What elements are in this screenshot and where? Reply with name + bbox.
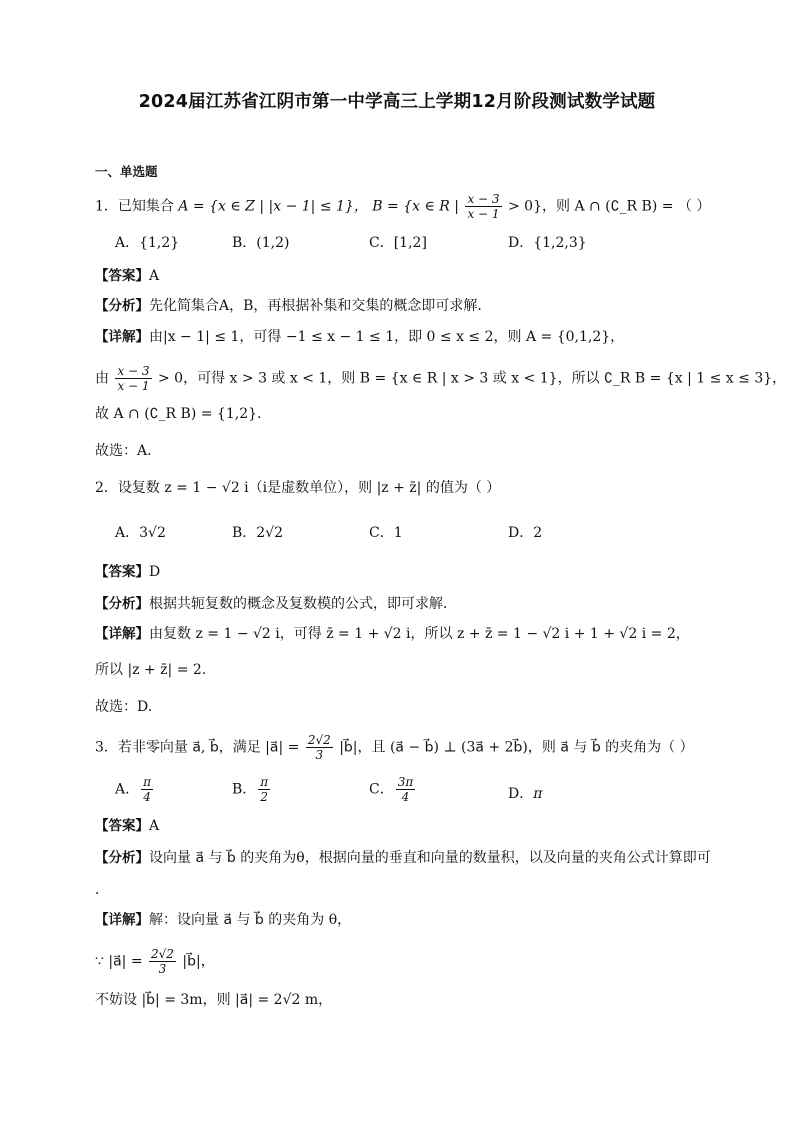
- q1-answer-value: A: [149, 268, 160, 284]
- q2-choice: 故选：D.: [95, 699, 153, 715]
- analysis-tag: 【分析】: [95, 850, 149, 866]
- q3-option-b: [232, 775, 272, 804]
- q3-option-c: [369, 775, 417, 804]
- q2-answer: [95, 562, 160, 582]
- q2-options: [115, 522, 755, 546]
- q3-detail-2-lead: ∵ |a⃗| =: [95, 953, 143, 970]
- answer-tag: 【答案】: [95, 564, 149, 580]
- q3-stem-lead: 3．若非零向量 a⃗, b⃗，满足 |a⃗| =: [95, 739, 300, 756]
- q1-detail-fraction: [115, 364, 151, 393]
- q3-option-a-frac: [141, 775, 153, 804]
- q3-analysis-tail: .: [95, 882, 100, 898]
- q1-set-b-lead: B = {x ∈ R |: [372, 198, 459, 215]
- q3-detail-1-text: 解：设向量 a⃗ 与 b⃗ 的夹角为 θ，: [149, 912, 352, 928]
- q3-option-b-label: B．: [232, 781, 257, 798]
- analysis-tag: 【分析】: [95, 596, 149, 612]
- q3-option-c-num: 3π: [397, 775, 414, 789]
- q1-detail-frac-den: x − 1: [117, 379, 150, 393]
- q3-analysis: [95, 848, 711, 868]
- q3-option-a-den: 4: [143, 790, 151, 804]
- q1-frac-den: x − 1: [467, 207, 500, 221]
- document-title: 2024届江苏省江阴市第一中学高三上学期12月阶段测试数学试题: [138, 92, 656, 112]
- q3-detail-frac-den: 3: [158, 962, 167, 976]
- q3-answer-value: A: [149, 818, 160, 834]
- q1-fraction: [465, 192, 501, 221]
- q1-stem-text: 1．已知集合: [95, 198, 174, 215]
- q1-detail-2-lead: 由: [95, 370, 109, 387]
- q3-option-c-den: 4: [401, 790, 410, 804]
- q3-stem: [95, 733, 694, 762]
- q3-analysis-text: 设向量 a⃗ 与 b⃗ 的夹角为θ，根据向量的垂直和向量的数量积，以及向量的夹角公式计算即可: [149, 850, 711, 866]
- q3-fraction: [306, 733, 333, 762]
- detail-tag: 【详解】: [95, 912, 149, 928]
- q3-answer: [95, 816, 159, 836]
- q2-analysis-text: 根据共轭复数的概念及复数模的公式，即可求解．: [149, 596, 457, 612]
- q3-option-d: [508, 783, 542, 803]
- q2-detail-1: [95, 624, 690, 644]
- q1-answer: [95, 266, 159, 286]
- q3-option-d-label: D．: [508, 786, 534, 802]
- q1-frac-num: x − 3: [467, 192, 500, 206]
- q2-option-a: A．3√2: [115, 525, 166, 541]
- q1-set-a: A = {x ∈ Z | |x − 1| ≤ 1}，: [178, 198, 368, 215]
- q1-option-c: C．[1,2]: [369, 235, 427, 251]
- q1-analysis-text: 先化简集合A，B，再根据补集和交集的概念即可求解．: [149, 298, 492, 314]
- q3-option-c-frac: [396, 775, 416, 804]
- q2-analysis: [95, 594, 457, 614]
- q3-option-b-den: 2: [260, 790, 269, 804]
- section-heading: 一、单选题: [95, 164, 158, 179]
- q1-stem: [95, 192, 710, 221]
- q1-options: [115, 232, 755, 256]
- q3-option-a: [115, 775, 155, 804]
- q3-detail-fraction: [149, 947, 176, 976]
- q1-detail-2-tail: > 0，可得 x > 3 或 x < 1，则 B = {x ∈ R | x > 3 或 x < 1}，所以 ∁_R B = {x | 1 ≤ x ≤ 3}，: [158, 370, 787, 387]
- q3-option-a-num: π: [143, 775, 152, 789]
- analysis-tag: 【分析】: [95, 298, 149, 314]
- q3-detail-2: [95, 947, 215, 976]
- q1-option-b: B．(1,2): [232, 235, 290, 251]
- q1-detail-1-text: 由|x − 1| ≤ 1，可得 −1 ≤ x − 1 ≤ 1，即 0 ≤ x ≤ 2，则 A = {0,1,2}，: [149, 329, 625, 345]
- q3-frac-num: 2√2: [307, 733, 331, 747]
- detail-tag: 【详解】: [95, 329, 149, 345]
- q3-option-d-value: π: [533, 786, 543, 802]
- q2-answer-value: D: [149, 564, 161, 580]
- q2-option-d: D．2: [508, 525, 543, 541]
- q1-detail-frac-num: x − 3: [117, 364, 150, 378]
- q2-detail-2: 所以 |z + z̄| = 2.: [95, 662, 207, 678]
- q1-choice: 故选：A.: [95, 443, 152, 459]
- q1-option-d: D．{1,2,3}: [508, 235, 587, 251]
- q2-option-c: C．1: [369, 525, 403, 541]
- q3-frac-den: 3: [315, 748, 324, 762]
- q3-option-b-num: π: [260, 775, 269, 789]
- q3-detail-2-tail: |b⃗|，: [182, 953, 215, 970]
- q1-detail-3: 故 A ∩ (∁_R B) = {1,2}.: [95, 406, 262, 422]
- answer-tag: 【答案】: [95, 818, 149, 834]
- q3-detail-3: 不妨设 |b⃗| = 3m，则 |a⃗| = 2√2 m，: [95, 992, 333, 1008]
- q3-detail-frac-num: 2√2: [151, 947, 174, 961]
- q3-option-a-label: A．: [115, 781, 140, 798]
- q1-analysis: [95, 296, 491, 316]
- q2-option-b: B．2√2: [232, 525, 284, 541]
- q3-stem-tail: |b⃗|，且 (a⃗ − b⃗) ⊥ (3a⃗ + 2b⃗)，则 a⃗ 与 b⃗ 的夹角为（ ）: [339, 739, 694, 756]
- q3-detail-1: [95, 910, 351, 930]
- q1-detail-2: [95, 364, 786, 393]
- q1-detail-1: [95, 327, 624, 347]
- answer-tag: 【答案】: [95, 268, 149, 284]
- q2-detail-1-text: 由复数 z = 1 − √2 i，可得 z̄ = 1 + √2 i，所以 z + z̄ = 1 − √2 i + 1 + √2 i = 2，: [149, 626, 690, 642]
- q1-set-b-tail: > 0}，则 A ∩ (∁_R B) = （ ）: [508, 198, 711, 215]
- q2-stem: 2．设复数 z = 1 − √2 i（i是虚数单位），则 |z + z̄| 的值为（ ）: [95, 480, 501, 496]
- q1-option-a: A．{1,2}: [115, 235, 180, 251]
- q3-option-c-label: C．: [369, 781, 394, 798]
- q3-options: [115, 775, 755, 809]
- detail-tag: 【详解】: [95, 626, 149, 642]
- q3-option-b-frac: [258, 775, 270, 804]
